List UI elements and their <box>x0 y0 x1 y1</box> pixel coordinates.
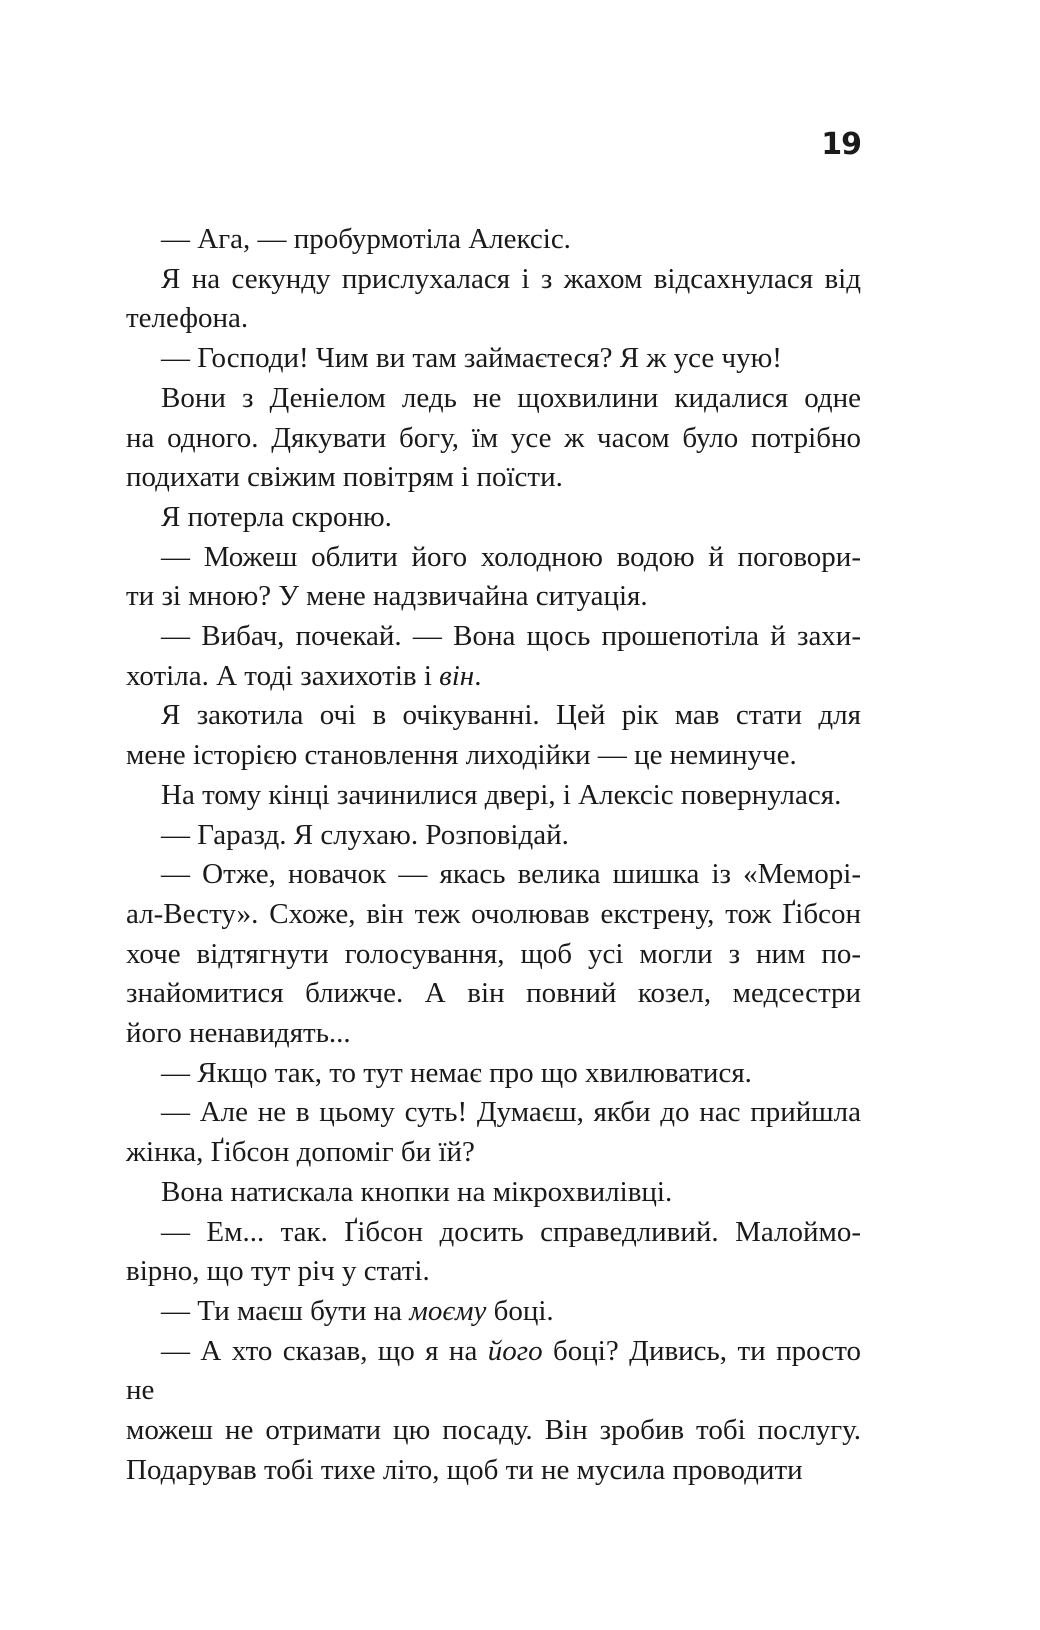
paragraph <box>126 339 861 379</box>
text-line: — Ем... так. Ґібсон досить справедливий. Малоймо- <box>161 1215 861 1248</box>
text-line: — А хто сказав, що я на його боці? Дивись, ти просто не <box>126 1334 861 1407</box>
text-line: Вона натискала кнопки на мікрохвилівці. <box>161 1175 673 1208</box>
paragraph <box>126 1173 861 1213</box>
text-line: — Але не в цьому суть! Думаєш, якби до нас прийшла <box>161 1096 861 1129</box>
paragraph <box>126 776 861 816</box>
text-line: — Якщо так, то тут немає про що хвилюватися. <box>161 1056 752 1089</box>
text-line: хотіла. А тоді захихотів і він. <box>126 659 482 692</box>
text-block <box>126 220 861 1491</box>
text-line: Я на секунду прислухалася і з жахом відсахнулася від <box>161 262 861 295</box>
paragraph <box>126 1054 861 1094</box>
paragraph <box>126 1292 861 1332</box>
text-line: — Отже, новачок — якась велика шишка із «Меморі- <box>161 858 861 891</box>
text-line: На тому кінці зачинилися двері, і Алексіс повернулася. <box>161 778 842 811</box>
paragraph <box>126 379 861 498</box>
paragraph <box>126 220 861 260</box>
text-line: Вони з Деніелом ледь не щохвилини кидалися одне <box>161 381 861 414</box>
paragraph <box>126 696 861 775</box>
text-line: ти зі мною? У мене надзвичайна ситуація. <box>126 580 648 613</box>
text-line: його ненавидять... <box>126 1017 351 1050</box>
paragraph <box>126 816 861 856</box>
text-line: — Можеш облити його холодною водою й поговори- <box>161 540 861 573</box>
paragraph <box>126 538 861 617</box>
paragraph <box>126 1213 861 1292</box>
text-line: телефона. <box>126 302 249 335</box>
paragraph <box>126 1093 861 1172</box>
italic-text: його <box>487 1334 543 1367</box>
text-line: вірно, що тут річ у статі. <box>126 1255 430 1288</box>
text-line: — Господи! Чим ви там займаєтеся? Я ж усе чую! <box>161 342 782 375</box>
italic-text: він <box>439 659 475 692</box>
text-line: — Вибач, почекай. — Вона щось прошепотіла й захи- <box>161 620 861 653</box>
paragraph <box>126 1332 861 1491</box>
italic-text: моєму <box>409 1294 487 1327</box>
paragraph <box>126 617 861 696</box>
text-line: знайомитися ближче. А він повний козел, медсестри <box>126 977 861 1010</box>
text-line: можеш не отримати цю посаду. Він зробив тобі послугу. <box>126 1414 861 1447</box>
paragraph <box>126 260 861 339</box>
text-line: жінка, Ґібсон допоміг би їй? <box>126 1136 475 1169</box>
text-line: Я закотила очі в очікуванні. Цей рік мав стати для <box>161 699 861 732</box>
text-line: Подарував тобі тихе літо, щоб ти не мусила проводити <box>126 1453 803 1486</box>
paragraph <box>126 855 861 1054</box>
text-line: — Гаразд. Я слухаю. Розповідай. <box>161 818 569 851</box>
text-line: — Ти маєш бути на моєму боці. <box>161 1294 554 1327</box>
text-line: Я потерла скроню. <box>161 500 392 533</box>
page-number: 19 <box>821 127 861 162</box>
text-line: на одного. Дякувати богу, їм усе ж часом було потрібно <box>126 421 861 454</box>
paragraph <box>126 498 861 538</box>
text-line: хоче відтягнути голосування, щоб усі могли з ним по- <box>126 937 861 970</box>
text-line: — Ага, — пробурмотіла Алексіс. <box>161 223 571 255</box>
text-line: мене історією становлення лиходійки — це неминуче. <box>126 739 797 772</box>
text-line: подихати свіжим повітрям і поїсти. <box>126 461 563 494</box>
text-line: ал-Весту». Схоже, він теж очолював екстрену, тож Ґібсон <box>126 897 861 930</box>
